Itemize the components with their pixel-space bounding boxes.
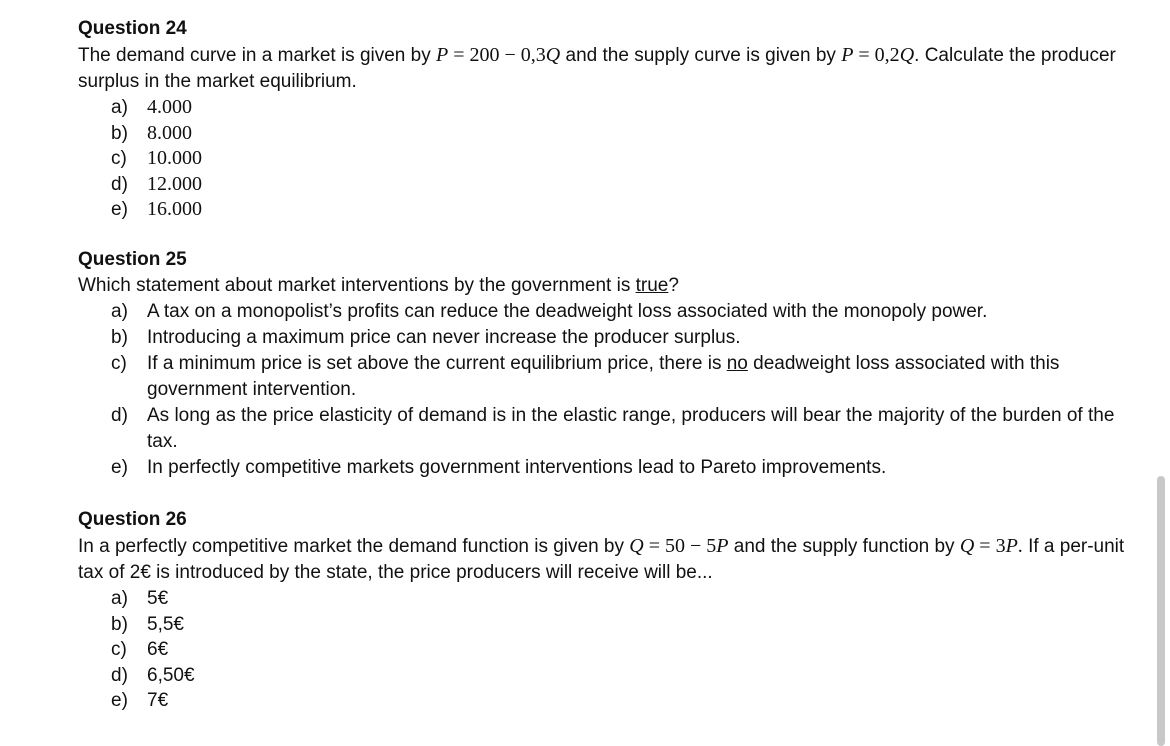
answer-option: [78, 612, 1138, 638]
equation-var: P: [436, 44, 449, 66]
question-26: [78, 507, 1138, 714]
equation-var: Q: [959, 535, 975, 557]
equation-var: Q: [545, 44, 561, 66]
option-label: a): [111, 588, 128, 609]
option-label: e): [111, 457, 128, 478]
option-text: 16.000: [147, 198, 202, 221]
answer-option: [78, 121, 1138, 147]
option-label: a): [111, 301, 128, 322]
stem-text: ?: [668, 275, 679, 296]
stem-text: In a perfectly competitive market the demand function is given by: [78, 536, 630, 557]
equation-var: P: [1005, 535, 1018, 557]
option-label: d): [111, 664, 128, 686]
question-stem: [78, 533, 1138, 586]
answer-option: [78, 663, 1138, 689]
stem-text: If a per-unit tax of 2€ is introduced by the state, the price producers will receive will be...: [78, 536, 1125, 583]
option-text: 5€: [147, 588, 169, 609]
answer-option: [78, 688, 1138, 714]
question-25: [78, 247, 1138, 481]
supply-equation: [960, 535, 1023, 557]
question-title: Question 26: [78, 509, 187, 530]
question-title: Question 24: [78, 18, 187, 39]
option-text: 8.000: [147, 121, 192, 144]
answer-option: [78, 299, 1138, 325]
underlined-word: no: [726, 353, 748, 374]
option-text: 5,5€: [147, 613, 184, 635]
option-label: b): [111, 327, 128, 348]
stem-text: and the supply function by: [728, 536, 960, 557]
option-label: e): [111, 690, 128, 712]
option-label: b): [111, 613, 128, 635]
stem-text: Which statement about market interventions by the government is: [78, 275, 636, 296]
answer-option: [78, 586, 1138, 612]
equation-var: Q: [899, 44, 915, 66]
equation-rhs: = 50 − 5: [643, 535, 717, 557]
option-text: A tax on a monopolist’s profits can reduce the deadweight loss associated with the monopoly power.: [147, 301, 988, 322]
option-label: c): [111, 639, 127, 661]
equation-rhs: = 0,2: [853, 44, 900, 66]
question-stem: [78, 42, 1138, 95]
stem-text: and the supply curve is given by: [560, 45, 842, 66]
answer-option: [78, 351, 1138, 403]
answer-option: [78, 403, 1138, 455]
option-label: d): [111, 173, 128, 195]
stem-text: The demand curve in a market is given by: [78, 45, 437, 66]
option-label: d): [111, 405, 128, 426]
question-stem: [78, 273, 1138, 299]
underlined-word: true: [635, 275, 669, 296]
option-text: If a minimum price is set above the current equilibrium price, there is: [147, 353, 727, 374]
option-text: In perfectly competitive markets government interventions lead to Pareto improvements.: [147, 457, 887, 478]
answer-option: [78, 325, 1138, 351]
equation-var: P: [716, 535, 729, 557]
option-label: b): [111, 122, 128, 144]
option-text: As long as the price elasticity of demand is in the elastic range, producers will bear the majority of the burden of the tax.: [147, 405, 1115, 452]
option-label: c): [111, 148, 127, 170]
equation-end: .: [1017, 535, 1023, 557]
equation-rhs: = 3: [974, 535, 1006, 557]
option-text: 6,50€: [147, 664, 195, 686]
option-text: 12.000: [147, 172, 202, 195]
question-title: Question 25: [78, 249, 187, 270]
demand-equation: [436, 44, 560, 66]
option-text: 6€: [147, 639, 169, 661]
option-text: deadweight loss associated with this government intervention.: [147, 353, 1060, 400]
supply-equation: [841, 44, 914, 66]
demand-equation: [629, 535, 728, 557]
option-text: 10.000: [147, 147, 202, 170]
answer-options: [78, 586, 1138, 714]
option-label: c): [111, 353, 127, 374]
answer-option: [78, 197, 1138, 223]
answer-option: [78, 146, 1138, 172]
answer-option: [78, 637, 1138, 663]
equation-var: P: [841, 44, 854, 66]
equation-rhs: = 200 − 0,3: [448, 44, 546, 66]
equation-var: Q: [629, 535, 644, 557]
option-text: 7€: [147, 690, 169, 712]
option-label: a): [111, 97, 128, 118]
option-label: e): [111, 199, 128, 221]
question-24: [78, 16, 1138, 223]
answer-option: [78, 172, 1138, 198]
answer-options: [78, 299, 1138, 481]
answer-option: [78, 455, 1138, 481]
vertical-scrollbar[interactable]: [1157, 476, 1165, 746]
answer-options: [78, 95, 1138, 223]
option-text: 4.000: [147, 96, 192, 118]
stem-text: . Calculate the producer surplus in the market equilibrium.: [78, 45, 1116, 92]
answer-option: [78, 95, 1138, 121]
option-text: Introducing a maximum price can never increase the producer surplus.: [147, 327, 741, 348]
